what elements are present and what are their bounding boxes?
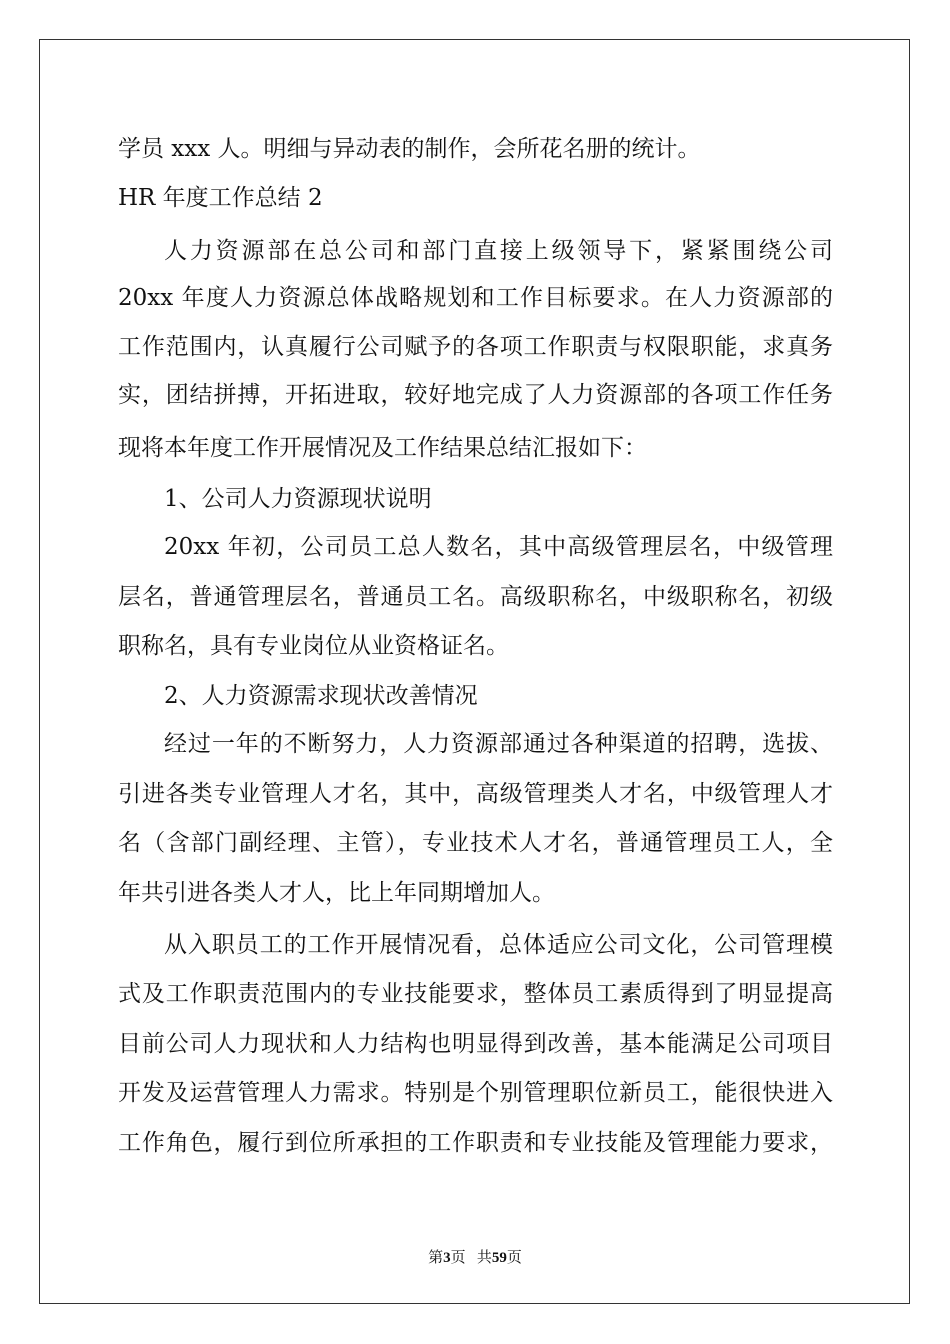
paragraph-line: 目前公司人力现状和人力结构也明显得到改善，基本能满足公司项目 <box>118 1031 833 1057</box>
paragraph-line: 工作范围内，认真履行公司赋予的各项工作职责与权限职能，求真务 <box>118 334 833 360</box>
paragraph-line: 名（含部门副经理、主管），专业技术人才名，普通管理员工人，全 <box>118 830 833 856</box>
section-heading: HR 年度工作总结 2 <box>118 185 323 211</box>
paragraph-line: 学员 xxx 人。明细与异动表的制作，会所花名册的统计。 <box>118 136 701 162</box>
total-suffix: 页 <box>506 1250 522 1266</box>
paragraph-line: 20xx 年度人力资源总体战略规划和工作目标要求。在人力资源部的 <box>118 285 833 311</box>
paragraph-line: 从入职员工的工作开展情况看，总体适应公司文化，公司管理模 <box>164 932 833 958</box>
paragraph-line: 20xx 年初，公司员工总人数名，其中高级管理层名，中级管理 <box>164 534 833 560</box>
total-pages: 59 <box>491 1250 507 1266</box>
paragraph-line: 年共引进各类人才人，比上年同期增加人。 <box>118 880 555 906</box>
paragraph-line: 现将本年度工作开展情况及工作结果总结汇报如下： <box>118 435 647 461</box>
page-prefix: 第 <box>428 1250 444 1266</box>
paragraph-line: 层名，普通管理层名，普通员工名。高级职称名，中级职称名，初级 <box>118 584 833 610</box>
page-number: 3 <box>443 1250 451 1266</box>
paragraph-line: 式及工作职责范围内的专业技能要求，整体员工素质得到了明显提高 <box>118 981 833 1007</box>
page-suffix: 页 <box>450 1250 466 1266</box>
paragraph-line: 职称名，具有专业岗位从业资格证名。 <box>118 633 509 659</box>
paragraph-line: 实，团结拼搏，开拓进取，较好地完成了人力资源部的各项工作任务 <box>118 382 833 408</box>
page-footer <box>0 1246 950 1267</box>
paragraph-line: 人力资源部在总公司和部门直接上级领导下，紧紧围绕公司 <box>164 238 833 264</box>
subsection-heading: 1、公司人力资源现状说明 <box>164 486 432 512</box>
total-prefix: 共 <box>476 1250 492 1266</box>
paragraph-line: 经过一年的不断努力，人力资源部通过各种渠道的招聘，选拔、 <box>164 731 833 757</box>
paragraph-line: 引进各类专业管理人才名，其中，高级管理类人才名，中级管理人才 <box>118 781 833 807</box>
subsection-heading: 2、人力资源需求现状改善情况 <box>164 683 478 709</box>
paragraph-line: 工作角色，履行到位所承担的工作职责和专业技能及管理能力要求， <box>118 1130 833 1156</box>
paragraph-line: 开发及运营管理人力需求。特别是个别管理职位新员工，能很快进入 <box>118 1080 833 1106</box>
